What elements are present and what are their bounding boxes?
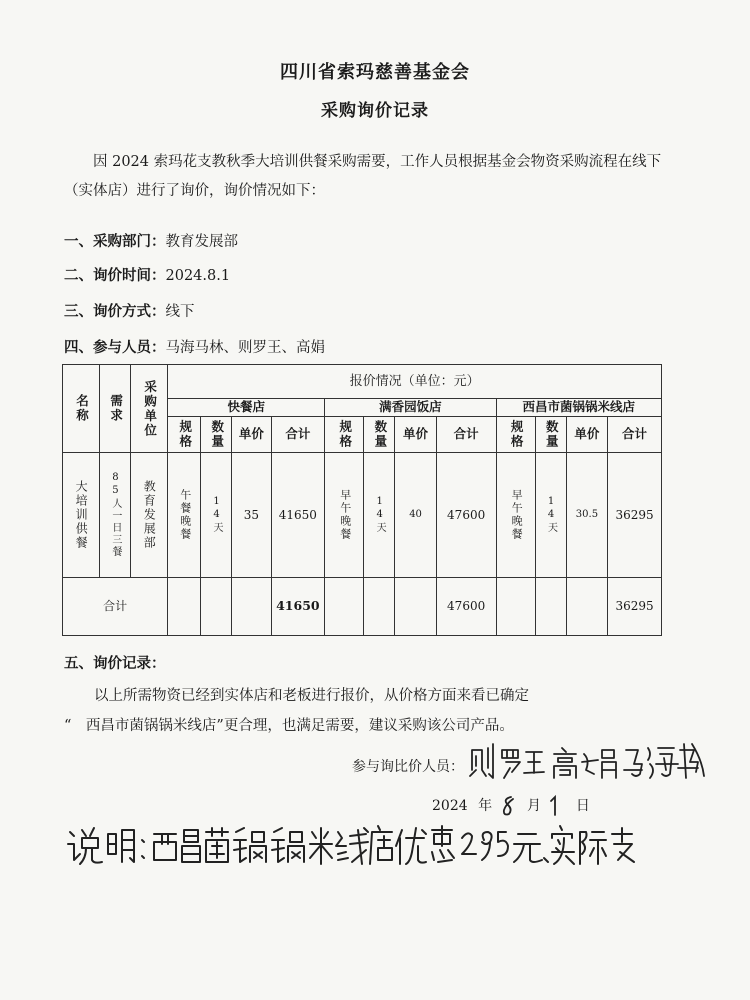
record-line-1: 以上所需物资已经到实体店和老板进行报价，从价格方面来看已确定 (94, 688, 529, 704)
col-header-need: 需求 (100, 365, 131, 453)
item-value: 线下 (165, 304, 195, 320)
handwritten-day (545, 793, 563, 819)
item-value: 2024.8.1 (165, 268, 231, 284)
doc-title: 采购询价记录 (321, 101, 429, 121)
sum-label: 合计 (63, 577, 168, 635)
price-header: 报价情况（单位：元） (168, 365, 662, 399)
cell-spec: 早午晚餐 (496, 453, 535, 577)
date-month-unit: 月 (527, 798, 541, 814)
col-header-name: 名称 (63, 365, 100, 453)
quote-table (62, 364, 662, 636)
date-year: 2024 (432, 798, 468, 814)
sub-header-spec: 规格 (496, 417, 535, 453)
cell-price: 30.5 (566, 453, 607, 577)
sub-header-total: 合计 (608, 417, 662, 453)
org-title: 四川省索玛慈善基金会 (280, 62, 470, 83)
cell-total: 41650 (271, 453, 325, 577)
sub-header-price: 单价 (566, 417, 607, 453)
record-line-2: “ 西昌市菌锅锅米线店”更合理，也满足需要，建议采购该公司产品。 (64, 718, 514, 734)
cell-spec: 早午晚餐 (325, 453, 364, 577)
cell-price: 40 (395, 453, 436, 577)
item-time (64, 264, 230, 285)
cell-qty: 14天 (535, 453, 566, 577)
sum-value: 41650 (271, 577, 325, 635)
cell-total: 36295 (608, 453, 662, 577)
table-row (63, 453, 662, 577)
cell-qty: 14天 (364, 453, 395, 577)
signature-label: 参与询比价人员： (352, 759, 464, 775)
cell-qty: 14天 (201, 453, 232, 577)
item-label: 三、询价方式： (64, 303, 166, 320)
handwritten-month (497, 793, 523, 819)
vendor-header: 满香园饭店 (325, 399, 496, 417)
item-label: 四、参与人员： (64, 339, 166, 356)
sub-header-total: 合计 (271, 417, 325, 453)
sub-header-price: 单价 (395, 417, 436, 453)
cell-price: 35 (232, 453, 271, 577)
intro-paragraph: 因 2024 索玛花支教秋季大培训供餐采购需要，工作人员根据基金会物资采购流程在线下（实体店）进行了询价，询价情况如下： (64, 154, 662, 199)
sum-value: 36295 (608, 577, 662, 635)
sub-header-qty: 数量 (201, 417, 232, 453)
sub-header-spec: 规格 (168, 417, 201, 453)
date-year-unit: 年 (478, 798, 493, 814)
handwritten-note (66, 822, 646, 870)
sub-header-spec: 规格 (325, 417, 364, 453)
vendor-header: 西昌市菌锅锅米线店 (496, 399, 661, 417)
date-line (432, 793, 590, 819)
record-title: 五、询价记录： (64, 655, 166, 672)
cell-unit: 教育发展部 (131, 453, 168, 577)
sub-header-qty: 数量 (535, 417, 566, 453)
sub-header-total: 合计 (436, 417, 496, 453)
item-label: 二、询价时间： (64, 267, 166, 284)
cell-spec: 午餐晚餐 (168, 453, 201, 577)
sum-value: 47600 (436, 577, 496, 635)
date-day-unit: 日 (575, 798, 590, 814)
item-label: 一、采购部门： (64, 233, 166, 250)
item-value: 教育发展部 (165, 234, 238, 250)
item-value: 马海马林、则罗王、高娟 (165, 340, 325, 356)
item-participants (64, 336, 325, 357)
item-department (64, 230, 238, 251)
cell-need: 85人一日三餐 (100, 453, 131, 577)
handwritten-signature (466, 740, 706, 784)
item-method (64, 300, 195, 321)
cell-total: 47600 (436, 453, 496, 577)
sub-header-price: 单价 (232, 417, 271, 453)
sub-header-qty: 数量 (364, 417, 395, 453)
vendor-header: 快餐店 (168, 399, 325, 417)
cell-name: 大培训供餐 (63, 453, 100, 577)
table-row-sum (63, 577, 662, 635)
col-header-unit: 采购单位 (131, 365, 168, 453)
